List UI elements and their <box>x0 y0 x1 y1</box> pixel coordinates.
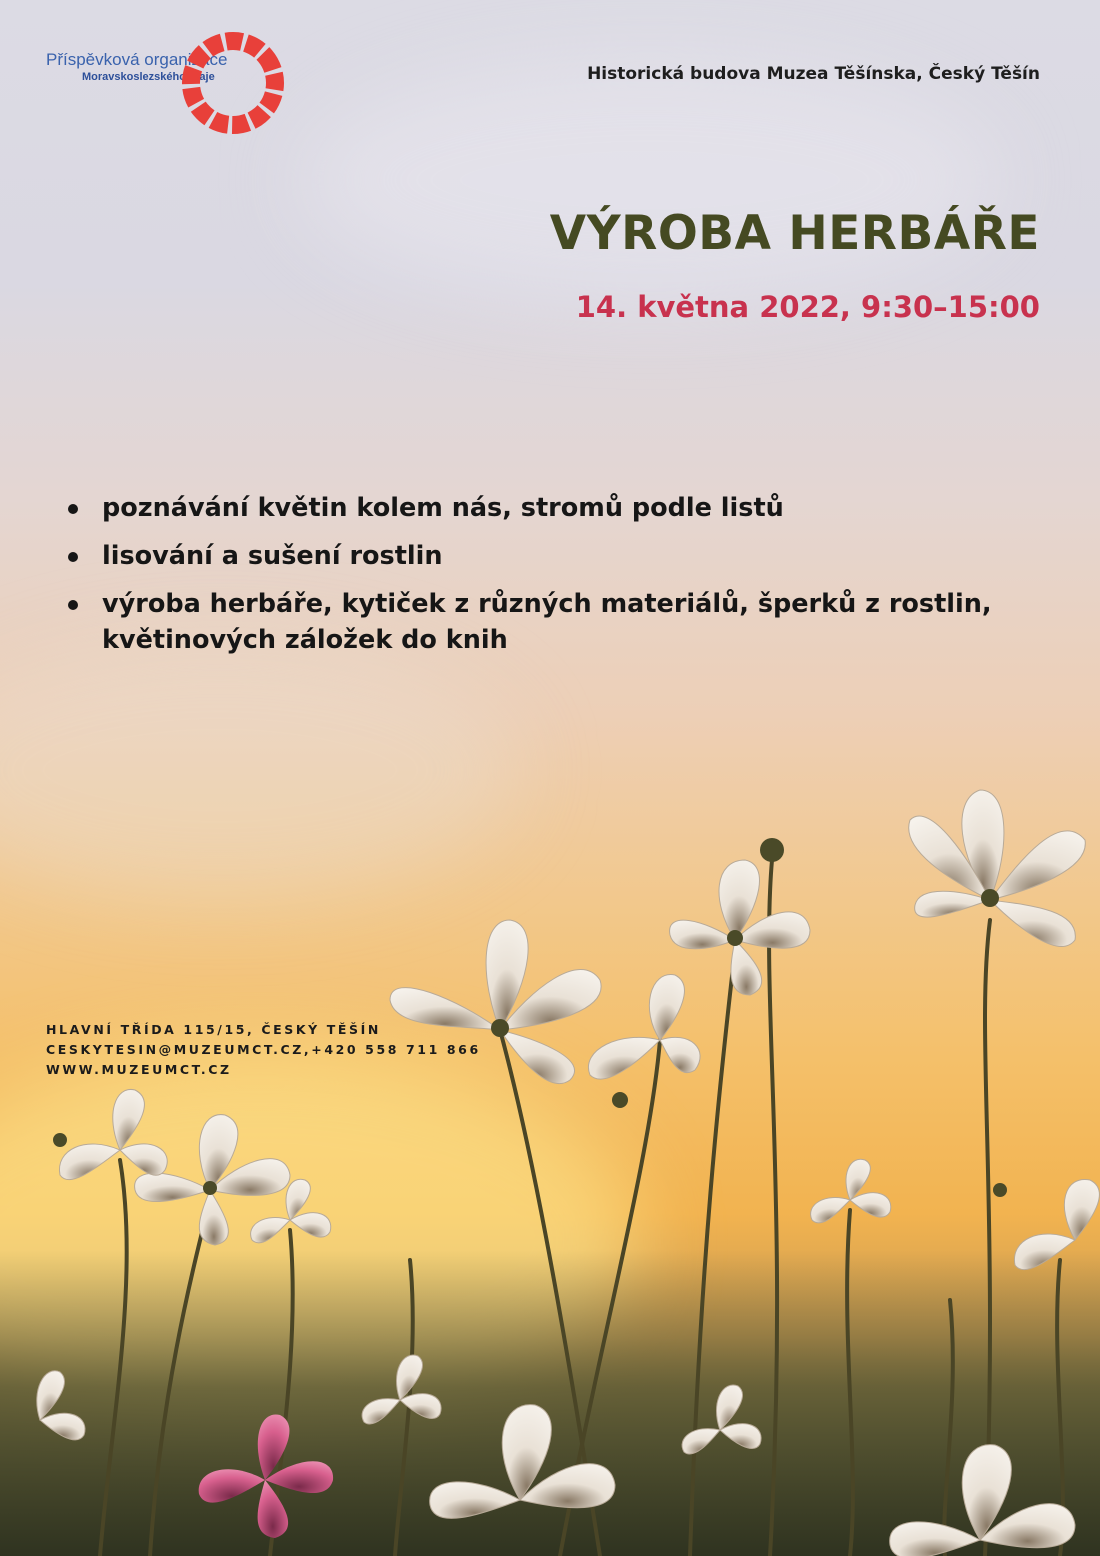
event-date-time: 14. května 2022, 9:30–15:00 <box>575 290 1040 324</box>
list-item <box>64 490 1024 526</box>
contact-email-phone: CESKYTESIN@MUZEUMCT.CZ,+420 558 711 866 <box>46 1042 481 1057</box>
logo-ring-icon <box>178 28 288 138</box>
bullet-icon <box>68 504 78 514</box>
bullet-icon <box>68 552 78 562</box>
contact-web: WWW.MUZEUMCT.CZ <box>46 1062 232 1077</box>
cloud-haze-top <box>300 60 1000 300</box>
organization-logo <box>44 28 289 138</box>
venue-name: Historická budova Muzea Těšínska, Český Těšín <box>587 64 1040 84</box>
contact-address: HLAVNÍ TŘÍDA 115/15, ČESKÝ TĚŠÍN <box>46 1022 381 1037</box>
bullet-icon <box>68 600 78 610</box>
logo-text-line1: Příspěvková organizace <box>46 50 228 69</box>
activity-text: poznávání květin kolem nás, stromů podle listů <box>102 493 784 523</box>
cosmos-flowers-illustration <box>0 780 1100 1556</box>
activity-text: lisování a sušení rostlin <box>102 541 443 571</box>
activity-text: výroba herbáře, kytiček z různých materiálů, šperků z rostlin, květinových záložek do knih <box>102 589 992 655</box>
list-item <box>64 538 1024 574</box>
list-item <box>64 586 1024 658</box>
activity-list <box>64 490 1024 670</box>
event-title: VÝROBA HERBÁŘE <box>549 206 1040 261</box>
logo-text-line2: Moravskoslezského kraje <box>82 71 215 83</box>
